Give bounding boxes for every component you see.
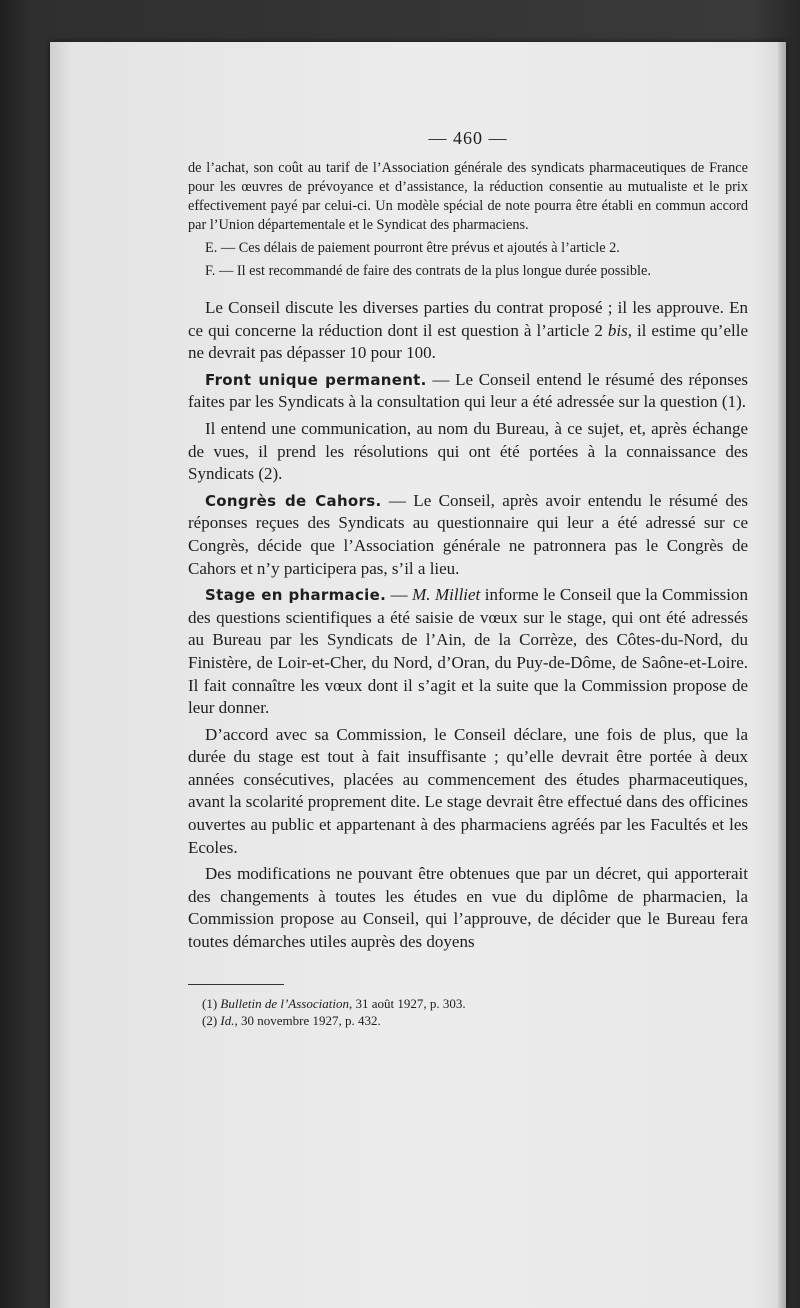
- page-number: — 460 —: [428, 128, 508, 148]
- paragraph-front-unique: [188, 369, 748, 414]
- footnote-source: Bulletin de l’Association: [220, 995, 349, 1011]
- footnote-marker: (2): [202, 1012, 221, 1028]
- paragraph-congres-text: — Le Conseil, après avoir entendu le résumé des réponses reçues des Syndicats au questionnaire qui leur a été adressé sur ce Congrès, décide que l’Association générale ne patronnera pas le Congrès de Cahors et n’y participera pas, s’il a lieu.: [188, 490, 748, 578]
- paragraph-conseil-text: Le Conseil discute les diverses parties du contrat proposé ; il les approuve. En ce qui concerne la réduction dont il est question à l’article 2: [188, 298, 748, 340]
- footnote-1: [188, 995, 748, 1012]
- section-heading-congres: Congrès de Cahors.: [205, 491, 382, 510]
- spacer: [188, 281, 748, 297]
- page-edge: [778, 42, 786, 1308]
- section-heading-stage: Stage en pharmacie.: [205, 586, 387, 605]
- paragraph-accord: D’accord avec sa Commission, le Conseil déclare, une fois de plus, que la durée du stage est tout à fait insuffisante ; qu’elle devrait être portée à deux années consécutives, placées au commencement des études pharmaceutiques, avant la scolarité proprement dite. Le stage devrait être effectué dans des officines ouvertes au public et appartenant à des pharmaciens agréés par les Facultés et les Ecoles.: [188, 724, 748, 857]
- paragraph-stage-dash: —: [386, 585, 413, 605]
- footnote-2: [188, 1012, 748, 1029]
- speaker-name: M. Milliet: [412, 585, 481, 605]
- footnote-rule: [188, 984, 284, 985]
- footnote-marker: (1): [202, 995, 221, 1011]
- paragraph-conseil-end: , il estime qu’elle ne devrait pas dépasser 10 pour 100.: [188, 320, 748, 363]
- document-page: [50, 42, 786, 1308]
- paragraph-front-unique-text: — Le Conseil entend le résumé des réponses faites par les Syndicats à la consultation qui leur a été adressée sur la question (1).: [188, 369, 749, 412]
- paragraph-communication: Il entend une communication, au nom du Bureau, à ce sujet, et, après échange de vues, il prend les résolutions qui ont été portées à la connaissance des Syndicats (2).: [188, 418, 748, 484]
- paragraph-conseil-italic: bis: [607, 320, 628, 340]
- page-content: [188, 128, 748, 1029]
- paragraph-conseil: [188, 297, 748, 365]
- top-paragraph: de l’achat, son coût au tarif de l’Association générale des syndicats pharmaceutiques de France pour les œuvres de prévoyance et d’assistance, la réduction consentie au mutualiste et le prix effectivement payé par celui-ci. Un modèle spécial de note pourra être établi en commun accord par l’Union départementale et le Syndicat des pharmaciens.: [188, 160, 748, 233]
- paragraph-modifications: Des modifications ne pouvant être obtenues que par un décret, qui apporterait des changements à toutes les études en vue du diplôme de pharmacien, la Commission propose au Conseil, qui l’approuve, de décider que le Bureau fera toutes démarches utiles auprès des doyens: [188, 864, 748, 952]
- paragraph-stage: [188, 584, 748, 720]
- paragraph-congres: [188, 490, 748, 580]
- footnote-source: Id.: [220, 1012, 235, 1028]
- footnote-detail: , 30 novembre 1927, p. 432.: [234, 1012, 381, 1028]
- section-heading-front-unique: Front unique permanent.: [205, 370, 427, 389]
- paragraph-stage-text: informe le Conseil que la Commission des questions scientifiques a été saisie de vœux sur le stage, qui ont été adressés au Bureau par les Syndicats de l’Ain, de la Corrèze, des Côtes-du-Nord, du Finistère, de Loir-et-Cher, du Nord, d’Oran, du Puy-de-Dôme, de Saône-et-Loire. Il fait connaître les vœux dont il s’agit et la suite que la Commission propose de leur donner.: [188, 585, 749, 718]
- top-paragraph-e: E. — Ces délais de paiement pourront être prévus et ajoutés à l’article 2.: [205, 240, 620, 256]
- top-paragraph-f: F. — Il est recommandé de faire des contrats de la plus longue durée possible.: [205, 263, 651, 279]
- footnote-detail: , 31 août 1927, p. 303.: [348, 995, 466, 1011]
